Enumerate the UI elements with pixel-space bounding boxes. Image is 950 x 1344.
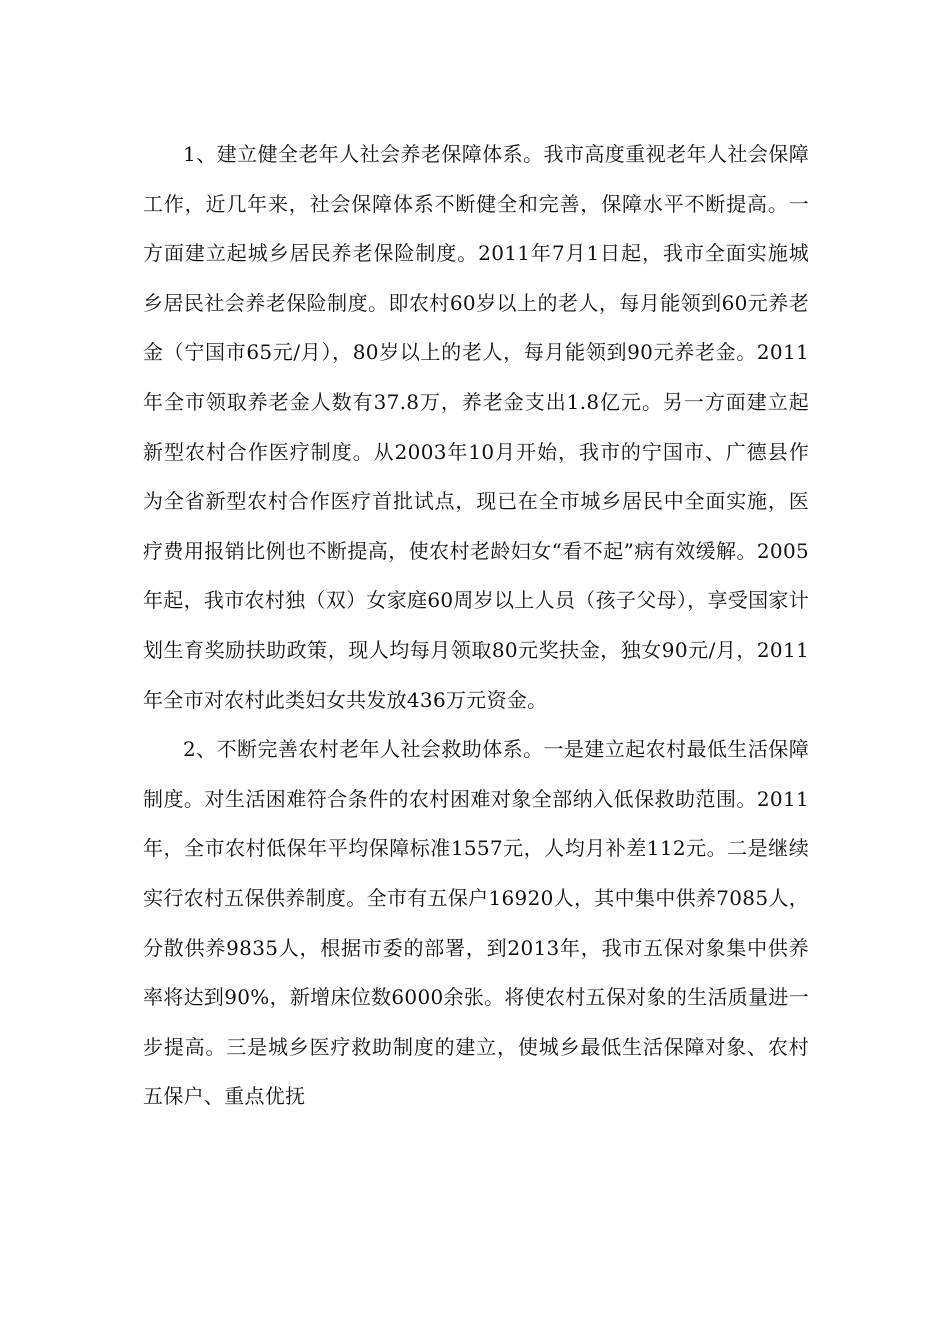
document-body	[143, 130, 809, 1122]
paragraph-social-pension: 1、建立健全老年人社会养老保障体系。我市高度重视老年人社会保障工作，近几年来，社会保障体系不断健全和完善，保障水平不断提高。一方面建立起城乡居民养老保险制度。2011年7月1日起，我市全面实施城乡居民社会养老保险制度。即农村60岁以上的老人，每月能领到60元养老金（宁国市65元/月），80岁以上的老人，每月能领到90元养老金。2011年全市领取养老金人数有37.8万，养老金支出1.8亿元。另一方面建立起新型农村合作医疗制度。从2003年10月开始，我市的宁国市、广德县作为全省新型农村合作医疗首批试点，现已在全市城乡居民中全面实施，医疗费用报销比例也不断提高，使农村老龄妇女“看不起”病有效缓解。2005年起，我市农村独（双）女家庭60周岁以上人员（孩子父母），享受国家计划生育奖励扶助政策，现人均每月领取80元奖扶金，独女90元/月，2011年全市对农村此类妇女共发放436万元资金。	[143, 142, 809, 712]
paragraph-social-assistance: 2、不断完善农村老年人社会救助体系。一是建立起农村最低生活保障制度。对生活困难符合条件的农村困难对象全部纳入低保救助范围。2011年，全市农村低保年平均保障标准1557元，人均月补差112元。二是继续实行农村五保供养制度。全市有五保户16920人，其中集中供养7085人，分散供养9835人，根据市委的部署，到2013年，我市五保对象集中供养率将达到90%，新增床位数6000余张。将使农村五保对象的生活质量进一步提高。三是城乡医疗救助制度的建立，使城乡最低生活保障对象、农村五保户、重点优抚	[143, 737, 809, 1109]
